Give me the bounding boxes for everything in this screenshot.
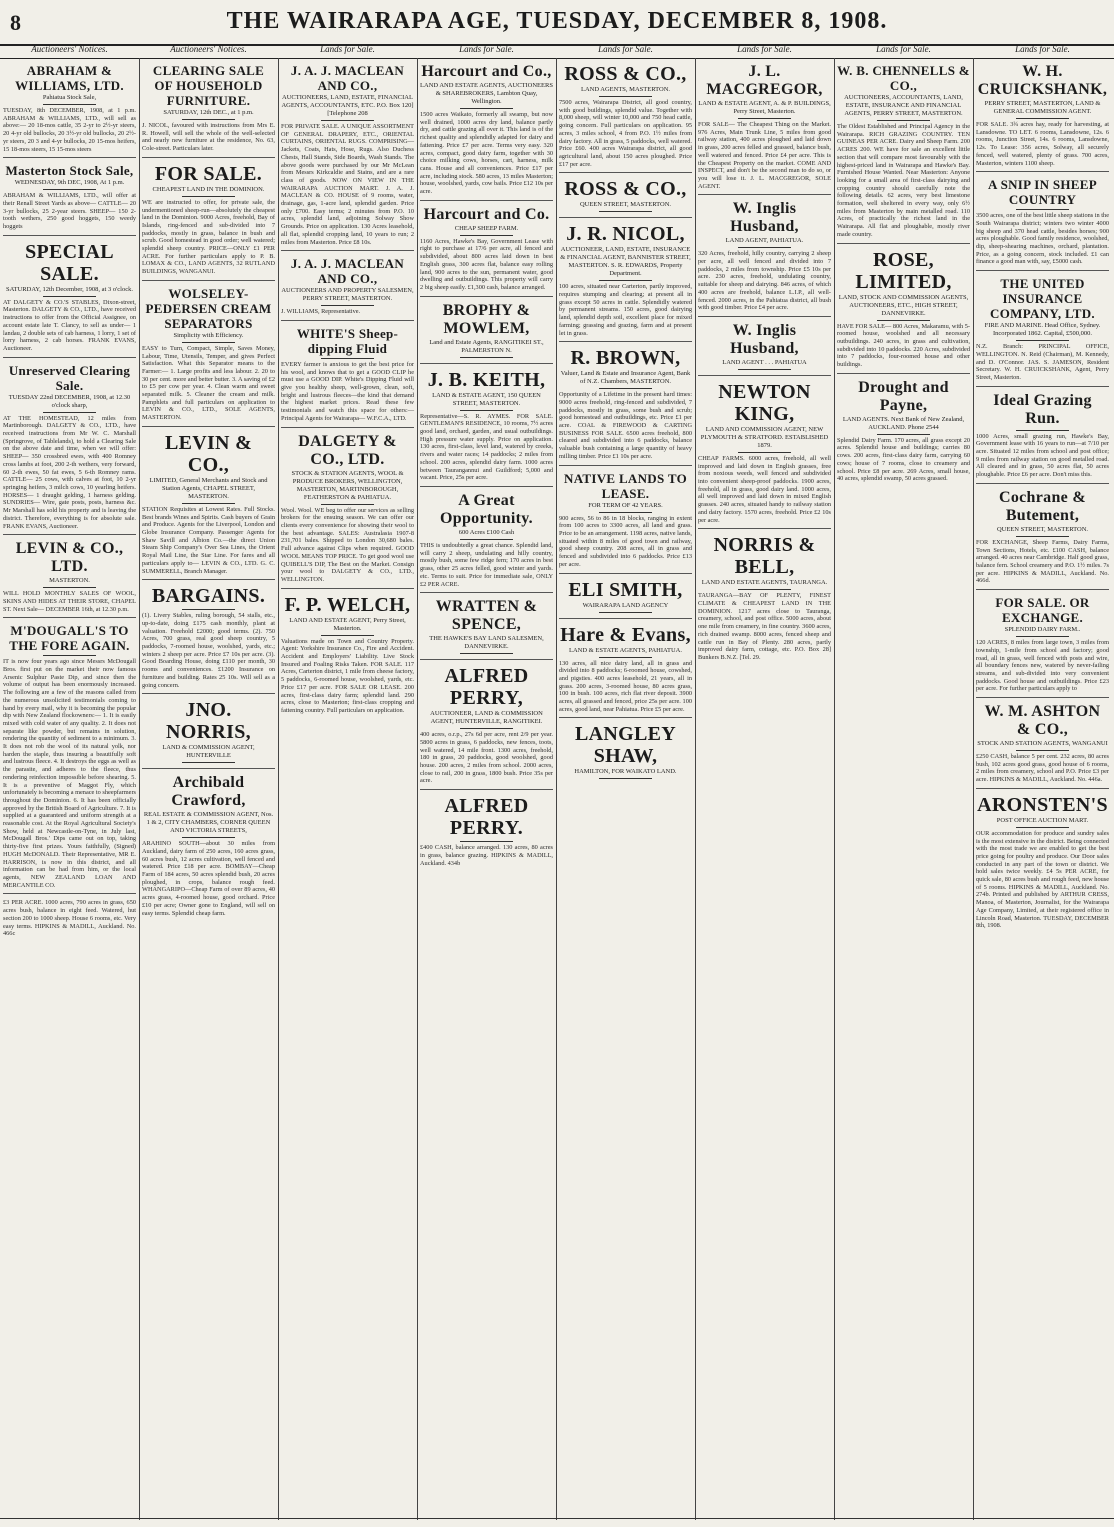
ad-title: WRATTEN & SPENCE, — [435, 598, 538, 634]
column-head: Lands for Sale. — [876, 44, 931, 54]
ad-title: WOLSELEY-PEDERSEN CREAM SEPARATORS — [145, 285, 272, 331]
ad-title: J. R. NICOL, — [566, 223, 685, 246]
column-8 — [973, 60, 1112, 1518]
ad-separator — [182, 503, 235, 504]
ad-title: A SNIP IN SHEEP COUNTRY — [988, 177, 1097, 208]
ad-subtitle: QUEEN STREET, MASTERTON. — [996, 525, 1089, 533]
ad-subtitle: LAND & COMMISSION AGENT, HUNTERVILLE — [162, 744, 255, 760]
ad-subtitle: FOR TERM OF 42 YEARS. — [588, 501, 663, 509]
ad-title: W. B. CHENNELLS & CO., — [837, 63, 970, 93]
ad-title: W. Inglis Husband, — [730, 321, 799, 357]
ad-title: Harcourt and Co., — [421, 63, 552, 80]
advertisement — [142, 696, 275, 769]
advertisement — [698, 197, 831, 317]
advertisement — [142, 429, 275, 580]
advertisement — [142, 771, 275, 921]
column-head: Auctioneers' Notices. — [170, 44, 247, 54]
ad-subtitle: STOCK AND STATION AGENTS, WANGANUI — [977, 740, 1108, 748]
ad-title: ALFRED PERRY, — [444, 665, 529, 710]
column-6 — [695, 60, 834, 1518]
ad-subtitle: LAND AND ESTATE AGENTS, TAURANGA. — [701, 579, 828, 587]
advertisement — [142, 582, 275, 694]
ad-title: BARGAINS. — [151, 585, 266, 608]
ad-subtitle: LAND AGENTS, MASTERTON. — [580, 86, 671, 93]
column-head: Lands for Sale. — [1015, 44, 1070, 54]
ad-separator — [599, 96, 652, 97]
ad-subtitle: MASTERTON. — [49, 577, 90, 585]
ad-body: WE are instructed to offer, for private sale, the undermentioned sheep-run—absolutely the cheapest land in the Dominion. 9000 Acres, freehold, Bay of Islands, ring-fenced and sub-divided into 7 paddocks, mostly in grass, balance in bush and scrub. Good homestead in good order; well watered; splendid sheep country. PRICE—ONLY £1 PER ACRE. For further particulars apply to P. B. LOMAX & CO., LAND AGENTS, 32 RUTLAND BUILDINGS, WANGANUI. — [142, 198, 275, 276]
ad-separator — [738, 118, 791, 119]
ad-separator — [182, 196, 235, 197]
ad-title: ROSE, LIMITED, — [855, 248, 952, 293]
ad-title: J. A. J. MACLEAN AND CO., — [290, 256, 405, 287]
advertisement — [976, 700, 1109, 789]
ad-subtitle: STOCK & STATION AGENTS, WOOL & PRODUCE BROKERS, WELLINGTON, MASTERTON, MARTINBOROUGH, FEATHERSTON & PAHIATUA. — [291, 469, 404, 501]
ad-title: WHITE'S Sheep-dipping Fluid — [296, 325, 399, 356]
ad-title: BROPHY & MOWLEM, — [442, 301, 531, 337]
ad-title: Harcourt and Co. — [423, 205, 550, 223]
ad-separator — [460, 235, 513, 236]
ad-body: 130 acres, all nice dairy land, all in grass and divided into 8 paddocks; 6-roomed house, cowshed, and pigsties. 400 acres leasehold, 21 years, all in grass. 200 acres, 3-roomed house, 80 acres grass, 100 in bush. 100 acres, rich flat river deposit. 3900 acres, all grassed and fenced, price 25s per acre. 100 acres, good land, near Pahiatua. Price £5 per acre. — [559, 659, 692, 713]
advertisement — [559, 720, 692, 784]
column-4 — [417, 60, 556, 1518]
ad-separator — [738, 247, 791, 248]
ad-separator — [43, 296, 96, 297]
ad-title: DALGETY & CO., LTD. — [298, 432, 397, 468]
ad-separator — [877, 320, 930, 321]
ad-subtitle: SPLENDID DAIRY FARM.. — [1004, 626, 1081, 634]
ad-body: TUESDAY, 8th DECEMBER, 1908, at 1 p.m. ABRAHAM & WILLIAMS, LTD., will sell as above:— 20 18-mos cattle, 35 2-yr to 2½-yr steers, 20 4-yr old bullocks, 20 3½-yr old bullocks, 20 2½-yr steers, 20 3 and 4-yr bullocks, 20 15-mos heifers, 15 18-mos steers, 15 15-mos steers — [3, 107, 136, 153]
ad-separator — [182, 837, 235, 838]
ad-separator — [1016, 750, 1069, 751]
ad-title: ELI SMITH, — [568, 578, 683, 601]
ad-separator — [599, 211, 652, 212]
ad-subtitle: WAIRARAPA LAND AGENCY — [582, 601, 669, 609]
ad-separator — [321, 120, 374, 121]
ad-title: LEVIN & CO., — [164, 431, 253, 476]
ad-body: 900 acres, 56 to 86 in 18 blocks, ranging in extent from 100 acres to 3300 acres, all land and grass. Price to be an arrangement. 1198 acres, native lands, situated within 8 miles of good town and railway, good sheep country. 208 acres, all in grass and fenced and subdivided into 6 paddocks. Price £13 per acre. — [559, 514, 692, 568]
ad-separator — [460, 357, 513, 358]
ad-subtitle: Valuer, Land & Estate and Insurance Agent, Bank of N.Z. Chambers, MASTERTON. — [560, 370, 691, 386]
ad-body: N.Z. Branch: PRINCIPAL OFFICE, WELLINGTON. N. Reid (Chairman), M. Kennedy, and D. O'Connor. JAS. S. JAMESON, Resident Secretary. W. H. CRUICKSHANK, Agent, Perry Street, Masterton. — [976, 343, 1109, 381]
ad-subtitle: FIRE AND MARINE. Head Office, Sydney. Incorporated 1862. Capital, £500,000. — [984, 322, 1101, 338]
ad-separator — [182, 119, 235, 120]
ad-subtitle: POST OFFICE AUCTION MART. — [996, 816, 1089, 824]
advertisement — [281, 430, 414, 589]
column-7 — [834, 60, 973, 1518]
ad-subtitle: Simplicity with Efficiency. — [173, 331, 244, 339]
ad-title: A Great Opportunity. — [440, 491, 533, 527]
ad-separator — [1016, 827, 1069, 828]
advertisement — [976, 389, 1109, 484]
ad-separator — [738, 452, 791, 453]
ad-body: FOR SALE. 3¾ acres hay, ready for harvesting, at Lansdowne. TO LET. 6 rooms, Lansdowne, 12s. 6 rooms, Junction Street, 14s. 6 rooms, Lansdowne, 12s. To Lease: 356 acres, Solway, all securely fenced, well watered, plenty of grass. 700 acres, Masterton, winters 1100 sheep. — [976, 121, 1109, 167]
advertisement — [3, 620, 136, 894]
advertisement — [837, 376, 970, 487]
ad-body: £400 CASH, balance arranged. 130 acres, 80 acres in grass, balance grazing. HIPKINS & MADILL, Auckland. 434b — [420, 844, 553, 867]
ad-body: 1500 acres Waikato, formerly all swamp, but now well drained, 1000 acres dry land, balance partly dry, and cattle grazing all over it. This land is of the richest quality and splendidly adapted for dairy and fattening. Price £7 per acre. Terms very easy. 320 acres, compact, good dairy farm, together with 30 choice milking cows, horses, cart, harness, milk cans. House and all conveniences. Price £17 per acre, including stock. 580 acres, 13 miles Masterton; house, woolshed, yards, cow bails. Price £12 10s per acre. — [420, 111, 553, 196]
column-3 — [278, 60, 417, 1518]
ad-subtitle: AUCTIONEERS AND PROPERTY SALESMEN, PERRY STREET, MASTERTON. — [281, 287, 414, 303]
ad-body: EASY to Turn, Compact, Simple, Saves Money, Labour, Time, Utensils, Temper, and gives Perfect Satisfaction. What this Separator means to the Farmer:— 1. Large profits and less labour. 2. 20 to 30 per cent. more and better butter. 3. A saving of £2 to £5 per cow per year. 4. Clean warm and sweet separated milk. 5. Cleaner the cream and milk. Pamphlets and full particulars on application to LEVIN & CO., LTD., SOLE AGENTS, MASTERTON. — [142, 344, 275, 422]
advertisement — [281, 253, 414, 321]
ad-separator — [321, 504, 374, 505]
advertisement — [837, 246, 970, 374]
ad-body: (1). Livery Stables, ruling borough, 54 stalls, etc., up-to-date, doing £175 cash monthly, plant at valuation. Freehold £2000; good terms. (2). 750 Acres, 700 grass, real good sheep country, 5 paddocks, 7-roomed house, woolshed, yards, etc.; winters 2 sheep per acre. Price £7 10s per acre. (3). Good Boarding House, doing £110 per month, 30 rooms and conveniences. £1200 Insurance on furniture and building. Rates 25 10s. Will sell as a going concern. — [142, 612, 275, 689]
ad-title: Hare & Evans, — [560, 623, 691, 646]
ad-title: FOR SALE. OR EXCHANGE. — [995, 595, 1090, 626]
ad-subtitle: REAL ESTATE & COMMISSION AGENT, Nos. 1 & 2, CITY CHAMBERS, CORNER QUEEN AND VICTORIA STREETS, — [143, 811, 274, 835]
ad-body: 100 acres, situated near Carterton, partly improved, requires stumping and clearing; at present all in grass except 50 acres in cattle. Splendidly watered by permanent streams. 150 acres, good dairying land, splendid depth soil, excellent place for mixed farming; grassing and grazing, farm and at present let in grass. — [559, 283, 692, 337]
ad-body: EVERY farmer is anxious to get the best price for his wool, and knows that to get a GOOD CLIP he must use a GOOD DIP. White's Dipping Fluid will give you healthy sheep, well-grown, clean, soft, bright and lustrous fleeces—the kind that demand the highest market prices. Read these few testimonials and watch this space for others:— Principal Agents for Wairarapa— W.F.C.A., LTD. — [281, 360, 414, 422]
advertisement — [837, 60, 970, 244]
ad-separator — [460, 108, 513, 109]
ad-title: FOR SALE. — [154, 162, 263, 185]
advertisement — [420, 662, 553, 790]
column-5 — [556, 60, 695, 1518]
ad-title: Drought and Payne, — [858, 378, 949, 414]
ad-subtitle: LAND AND ESTATE AGENT, Perry Street, Masterton. — [289, 616, 406, 632]
ad-body: OUR accommodation for produce and sundry sales is the most extensive in the district. Being connected with the most trade we are enabled to get the best price going for poultry and produce. Our Door sales conducted in any part of the town or district. We hold sales twice weekly. £4 5s PER ACRE, for quick sale, 80 acres bush and rough feed, new house of 5 rooms. HIPKINS & MADILL, Auckland. No. 274b. Printed and published by ARTHUR CRESS, Manoa, of Masterton, Journalist, for the Wairarapa Age Company, Limited, at their registered office in Lincoln Road, Masterton. TUESDAY, DECEMBER 8th, 1908. — [976, 829, 1109, 930]
ad-body: Wool. Wool. WE beg to offer our services as selling brokers for the ensuing season. We can offer our clients every convenience for showing their wool to the best advantage. SALES: Australasia 1907-8 231,701 bales. Shipped to London 30,680 bales. Full advance against Clips when required. GOOD WOOL MEANS TOP PRICE. To get good wool use QUIBELL'S DIP, The Best on the Market. Consign your wool to DALGETY & CO., LTD., WELLINGTON. — [281, 506, 414, 583]
page-bottom-rule — [0, 1518, 1114, 1519]
ad-separator — [182, 609, 235, 610]
ad-separator — [738, 369, 791, 370]
ad-title: ABRAHAM & WILLIAMS, LTD. — [15, 63, 124, 93]
column-head: Lands for Sale. — [459, 44, 514, 54]
ad-separator — [1016, 430, 1069, 431]
ad-body: Opportunity of a Lifetime in the present hard times: 9000 acres freehold, ring-fenced and subdivided, 7 paddocks, mostly in grass, some bush and scrub; good homestead and outbuildings, etc. Price £1 per acre. COAL & FIREWOOD & CARTING BUSINESS FOR SALE. 6500 acres freehold, 800 cleared and subdivided into 6 paddocks, balance valuable bush containing a large quantity of heavy milling timber. Price £1 10s per acre. — [559, 391, 692, 460]
advertisement — [420, 60, 553, 201]
ad-subtitle: LAND, STOCK AND COMMISSION AGENTS, AUCTIONEERS, ETC., HIGH STREET, DANNEVIRKE. — [838, 293, 969, 317]
ad-title: J. B. KEITH, — [427, 368, 546, 391]
advertisement — [281, 323, 414, 428]
ad-separator — [182, 762, 235, 763]
ad-body: 1000 Acres, small grazing run, Hawke's Bay, Government lease with 16 years to run—at 7/10 per acre. Situated 12 miles from school and post office; 9 miles from railway station on good metalled road. All cleared and in grass, 50 acres flat, 50 acres ploughable. Price £6 per acre. Don't miss this. — [976, 432, 1109, 479]
ad-body: 7500 acres, Wairarapa District, all good country, with good buildings, splendid value. Together with 8,000 sheep, will winter 10,000 and 750 head cattle, going concern. Full particulars on application. 95 acres, 3 miles school, 4 from P.O. 1½ miles from dairy factory. All in grass, 5 paddocks, well watered. Price £60. 400 acres Wairarapa district, all good agricultural land, about 150 acres ploughed. Price £17 per acre. — [559, 99, 692, 168]
ad-separator — [1016, 636, 1069, 637]
ad-body: The Oldest Established and Principal Agency in the Wairarapa. RICH GRAZING COUNTRY. TEN GUINEAS PER ACRE. Dairy and Sheep Farm. 200 ACRES 200. WE have for sale an excellent little section that will compare most favourably with the highest-priced land in Wairarapa and Hawke's Bay. Furnished House Wanted. Near Masterton: Anyone looking for a small area of first-class dairying and cropping country should carefully note the following details. 62 acres, very best limestone formation, well sheltered in every way, only 6½ miles from Masterton by main metalled road. 110 Acres, of practically the richest land in the Wairarapa. All flat and ploughable, mostly river made country. — [837, 123, 970, 238]
ad-subtitle: LAND AND ESTATE AGENTS, AUCTIONEERS & SHAREBROKERS, Lambton Quay, Wellington. — [420, 82, 553, 105]
ad-subtitle: LAND AGENT, PAHIATUA. — [725, 237, 804, 245]
ad-separator — [460, 728, 513, 729]
column-head: Auctioneers' Notices. — [31, 44, 108, 54]
advertisement — [559, 576, 692, 619]
ad-title: ARONSTEN'S — [977, 793, 1108, 816]
ad-title: THE UNITED INSURANCE COMPANY, LTD. — [990, 276, 1095, 322]
ad-subtitle: Pahiatua Stock Sale, — [42, 94, 97, 101]
advertisement — [559, 175, 692, 218]
ad-title: NATIVE LANDS TO LEASE. — [564, 470, 687, 501]
ad-body: IT is now four years ago since Messrs McDougall Bros. first put on the market their now famous Arsenic Sulphur Paste Dip, and since then the volume of output has been enormously increased. The following are a few of the reasons called from the numerous unsolicited testimonials coming to hand by every mail, why it is becoming the popular dip with New Zealand flockowners:— 1. It is easily mixed with cold water of any quality. 2. It does not separate like powder, but remains in solution, rendering the quantity of sediment to a minimum. 3. It does not rob the wool of its natural yolk, nor harden the staple, thus insuring a beautifully soft and lustrous fleece. 4. It destroys the eggs as well as the parasite, and adheres to the fleece, thus rendering reinfection impossible before shearing. 5. It is a preventive of Maggot Fly, which unfortunately is becoming a menace to sheepfarmers throughout the Dominion. 6. It has been officially approved by the British Board of Agriculture. 7. It is supplied at a guaranteed and uniform strength at a reasonable cost. At the Royal Agricultural Society's Show, held at Newcastle-on-Tyne, in July last, McDougall Bros.' Dips came out on top, taking thirty-five first prizes. Yours faithfully, (Signed) HUGH McDONALD. Their Representative, MR E. HARRISON, is now in this district, and all information can be had from him, or the local agents, NEW ZEALAND LOAN AND MERCANTILE CO. — [3, 658, 136, 889]
ad-separator — [460, 841, 513, 842]
ad-subtitle: TUESDAY 22nd DECEMBER, 1908, at 12.30 o'clock sharp, — [8, 393, 131, 409]
column-1 — [0, 60, 139, 1518]
newspaper-title: THE WAIRARAPA AGE, TUESDAY, DECEMBER 8, 1908. — [226, 8, 888, 34]
ad-body: £3 PER ACRE. 1000 acres, 790 acres in grass, 650 acres bush, balance in eight feed. Watered, hut section 200 to 1000 sheep. House 6 rooms, etc. Very easy terms. HIPKINS & MADILL, Auckland. No. 466c — [3, 899, 136, 938]
ad-title: W. H. CRUICKSHANK, — [977, 63, 1108, 98]
ad-body: 1160 Acres, Hawke's Bay, Government Lease with right to purchase at 17/6 per acre, all fenced and subdivided, about 800 acres laid down in best English grass, 300 acres flat, balance easy rolling land, 900 acres to the sun, permanent water, good dwelling and outbuildings. This property will carry 2 big sheep easily. £1,300 cash, balance arranged. — [420, 237, 553, 291]
advertisement — [3, 60, 136, 158]
ad-body: Valuations made on Town and Country Property. Agent: Yorkshire Insurance Co., Fire and Accident. Accident and Employers' Liability. Live Stock Insured and Foaling Risks Taken. FOR SALE. 117 Acres, Carterton district, 1 mile from cheese factory, 5 paddocks, 6-roomed house, woolshed, yards, etc. Price £17 per acre. FOR SALE OR LEASE. 200 acres, first-class dairy farm; splendid land. 290 acres, close to Masterton; first-class cropping and fattening country. Full particulars on application. — [281, 637, 414, 714]
column-head: Lands for Sale. — [598, 44, 653, 54]
ad-separator — [1016, 340, 1069, 341]
advertisement — [698, 531, 831, 665]
ad-subtitle: 600 Acres £100 Cash — [458, 528, 515, 536]
ad-separator — [43, 104, 96, 105]
ad-body: FOR PRIVATE SALE. A UNIQUE ASSORTMENT OF GENERAL DRAPERY, ETC., ORIENTAL CURTAINS, ORIENTAL RUGS. COMPRISING—Jackets, Coats, Hats, Hose, Rugs. Also Duchess Chests, Hall Stands, Side Boards, Wash Stands. The above goods were purchased by our Mr McLean from Messrs Kirkcaldie and Stains, and are a rare class of goods. NOW ON VIEW IN THE WAIRARAPA AUCTION MART. J. A. J. MACLEAN & CO. HOUSE of 9 rooms, water, drainage, gas, 1-acre land, splendid garden. Price only £700. Easy terms; 2 minutes from P.O. 10 acres, splendid land, adjoining Solway Show Grounds. Price on application. 130 Acres leasehold, all flat, splendid cropping land, 10 years to run; 2 miles from Masterton. Price £8 10s. — [281, 123, 414, 246]
ad-title: LANGLEY SHAW, — [574, 723, 676, 768]
advertisement — [559, 468, 692, 574]
ad-title: CLEARING SALE OF HOUSEHOLD FURNITURE. — [152, 63, 265, 108]
ad-separator — [43, 655, 96, 656]
ad-subtitle: LAND & ESTATE AGENTS, PAHIATUA. — [569, 646, 682, 654]
advertisement — [976, 791, 1109, 934]
advertisement — [3, 537, 136, 618]
ad-title: NEWTON KING, — [718, 380, 811, 425]
ad-title: M'DOUGALL'S TO THE FORE AGAIN. — [9, 623, 130, 654]
advertisement — [281, 591, 414, 719]
advertisement — [142, 283, 275, 427]
ad-subtitle: LAND AGENT . . . PAHIATUA — [722, 358, 807, 366]
advertisement — [281, 60, 414, 251]
ad-body: AT THE HOMESTEAD, 12 miles from Martinborough. DALGETY & CO., LTD., have received instructions from Mr W. C. Marshall (Springrove, of Tablelands), to hold a Clearing Sale on the above date and time, when we will offer: SHEEP— 350 crossbred ewes, with 400 Romney cross lambs at foot, 200 2-th wethers, very forward, 60 2-th ewes, 50 fat ewes, 5 6-th Romney rams. CATTLE— 25 cows, with calves at foot, 10 2-yr springing heifers, 3 milch cows, 10 yearling heifers. HORSES— 1 draught gelding, 1 harness gelding. SUNDRIES— Wire, gate posts, posts, harness &c. Mr Marshall has sold his property and is leaving the district. Therefore, everything is for absolute sale. FRANK EVANS, Auctioneer. — [3, 414, 136, 530]
ad-separator — [321, 635, 374, 636]
ad-title: W. Inglis Husband, — [730, 200, 799, 236]
ad-separator — [1016, 118, 1069, 119]
advertisement — [3, 238, 136, 358]
advertisement — [420, 299, 553, 364]
ad-body: ARAHINO SOUTH—about 30 miles from Auckland, dairy farm of 250 acres, 160 acres grass, 60 acres bush, 12 acres cultivation, well fenced and watered. Price £18 per acre. BOMBAY—Cheap Farm of 184 acres, 50 acres splendid bush, 20 acres ploughed, in crops, balance rough feed. WHANGARIPO—Cheap Farm of over 89 acres, 40 acres grass, 4-roomed house, good orchard. Price £10 per acre; Owner gone to England, will sell on easy terms. Splendid cheap farm. — [142, 840, 275, 917]
ad-title: ALFRED PERRY. — [444, 795, 529, 840]
advertisement — [976, 174, 1109, 271]
ad-separator — [599, 657, 652, 658]
column-heads — [0, 44, 1114, 59]
ad-separator — [43, 587, 96, 588]
advertisement — [420, 489, 553, 593]
column-head: Lands for Sale. — [737, 44, 792, 54]
ad-title: Unreserved Clearing Sale. — [8, 362, 131, 393]
ad-subtitle: HAMILTON, FOR WAIKATO LAND. — [574, 768, 677, 776]
ad-body: ABRAHAM & WILLIAMS, LTD., will offer at their Renall Street Yards as above— CATTLE— 20 3-yr bullocks, 25 2-year steers. SHEEP— 150 2-tooth wethers, 250 good hoggets, 150 weedy hoggets — [3, 192, 136, 231]
ad-separator — [43, 412, 96, 413]
column-2 — [139, 60, 278, 1518]
ad-title: Cochrane & Butement, — [999, 488, 1086, 524]
advertisement — [3, 360, 136, 536]
ad-separator — [182, 342, 235, 343]
ad-title: R. BROWN, — [570, 347, 681, 370]
advertisement — [420, 792, 553, 871]
advertisement — [142, 60, 275, 158]
advertisement — [142, 160, 275, 281]
ad-body: THIS is undoubtedly a great chance. Splendid land, will carry 2 sheep, undulating and hilly country, mostly bush, some few ridge fern; 170 acres in best grass, other 25 acres felled, good winter and yards. etc. Terms to suit. Price for immediate sale, ONLY £2 PER ACRE. — [420, 541, 553, 588]
ad-title: J. L. MACGREGOR, — [706, 63, 823, 98]
ad-title: J. A. J. MACLEAN AND CO., — [290, 63, 405, 93]
ad-subtitle: QUEEN STREET, MASTERTON. — [579, 201, 672, 209]
ad-separator — [599, 612, 652, 613]
ad-separator — [599, 778, 652, 779]
advertisement — [698, 319, 831, 376]
ad-body: Splendid Dairy Farm. 170 acres, all grass except 20 acres. Splendid house and buildings; carries 80 cows. 200 acres, first-class dairy farm, carrying 60 cows; house of 7 rooms, close to creamery and school. Price £8 per acre. 269 Acres, small house, 40 acres, splendid swamp, 50 acres grassed. — [837, 436, 970, 483]
column-head: Lands for Sale. — [320, 44, 375, 54]
advertisement — [698, 60, 831, 195]
ad-title: NORRIS & BELL, — [713, 534, 816, 579]
advertisement — [420, 366, 553, 487]
advertisement — [3, 896, 136, 942]
ad-separator — [460, 539, 513, 540]
ad-subtitle: WEDNESDAY, 9th DEC, 1908, At 1 p.m. — [14, 179, 125, 187]
ad-subtitle: AUCTIONEER, LAND, ESTATE, INSURANCE & FINANCIAL AGENT, BANNISTER STREET, MASTERTON. S. R. EDWARDS, Property Department. — [560, 246, 691, 278]
ad-subtitle: LAND & ESTATE AGENT, 150 QUEEN STREET, MASTERTON. — [432, 391, 541, 407]
ad-body: FOR SALE— The Cheapest Thing on the Market. 976 Acres, Main Trunk Line, 5 miles from good railway station, 400 acres ploughed and laid down in grass, 200 acres felled and grassed, balance bush, well watered and fenced. Price £4 per acre. This is the Cheapest Property on the market. COME AND INSPECT, and don't be the second man to do so, or you will lose it. J. L. MACGREGOR, SOLE AGENT. — [698, 121, 831, 190]
ad-subtitle: LAND AND COMMISSION AGENT, NEW PLYMOUTH & STRATFORD. ESTABLISHED 1879. — [700, 425, 829, 449]
ad-subtitle: AUCTIONEER, LAND & COMMISSION AGENT, HUNTERVILLE, RANGITIKEI. — [430, 710, 543, 726]
ad-separator — [877, 120, 930, 121]
ad-subtitle: SATURDAY, 12th DEC., at 1 p.m. — [163, 109, 254, 116]
ad-title: Ideal Grazing Run. — [993, 391, 1092, 427]
ad-body: J. NICOL, favoured with instructions from Mrs E. R. Howell, will sell the whole of the well-selected and nearly new furniture at the residence, No. 63, Cole-street. Particulars later. — [142, 122, 275, 153]
advertisement — [698, 378, 831, 529]
ad-body: J. WILLIAMS, Representative. — [281, 308, 361, 316]
advertisement — [559, 60, 692, 173]
ad-title: ROSS & CO., — [564, 178, 687, 201]
advertisement — [559, 220, 692, 342]
ad-subtitle: AUCTIONEERS, LAND, ESTATE, FINANCIAL AGENTS, ACCOUNTANTS, ETC. P.O. Box 120] [Telephone 208 — [281, 94, 414, 117]
ad-separator — [321, 358, 374, 359]
ad-title: LEVIN & CO., LTD. — [15, 540, 124, 576]
ad-body: 120 ACRES, 8 miles from large town, 3 miles from township, 1-mile from school and factory; good road, all in grass, well fenced with posts and wire, all boundary fences new, watered by never-failing streams, and sub-divided into very convenient paddocks. Good house and outbuildings. Price £23 per acre. For further particulars apply to — [976, 639, 1109, 693]
ad-separator — [599, 512, 652, 513]
ad-subtitle: PERRY STREET, MASTERTON, LAND & GENERAL COMMISSION AGENT. — [984, 100, 1101, 115]
ad-body: CHEAP FARMS. 6000 acres, freehold, all well improved and laid down in English grasses, free from noxious weeds, well fenced and subdivided into convenient sheep-proof paddocks. 1900 acres, freehold, all in grass, good dairy land. 1000 acres, all well improved and laid down in mixed English grasses. 240 acres, situated handy to railway station and dairy factory. 1570 acres, freehold. Price £2 10s per acre. — [698, 454, 831, 524]
advertisement — [976, 60, 1109, 172]
ad-separator — [43, 189, 96, 190]
advertisement — [559, 344, 692, 465]
ad-separator — [738, 589, 791, 590]
ad-subtitle: CHEAP SHEEP FARM. — [454, 224, 519, 232]
ad-title: Masterton Stock Sale, — [5, 163, 134, 179]
ad-body: HAVE FOR SALE— 800 Acres, Makaramu, with 5-roomed house, woolshed and all necessary outbuildings. 240 acres, in grass and cultivation, subdivided into 10 paddocks. 220 Acres, subdivided into 7 paddocks, four-roomed house and other buildings. — [837, 322, 970, 369]
ad-title: SPECIAL SALE. — [25, 240, 114, 285]
ad-title: Archibald Crawford, — [171, 774, 246, 810]
ad-subtitle: LAND & ESTATE AGENT, A. & P. BUILDINGS, Perry Street, Masterton. — [698, 100, 831, 115]
advertisement — [420, 203, 553, 297]
ad-subtitle: AUCTIONEERS, ACCOUNTANTS, LAND, ESTATE, INSURANCE AND FINANCIAL AGENTS, PERRY STREET, MASTERTON. — [844, 94, 963, 117]
page-number: 8 — [10, 10, 21, 35]
ad-separator — [460, 410, 513, 411]
ad-body: Representative—S. R. AYMES. FOR SALE. GENTLEMAN'S RESIDENCE, 10 rooms, 7½ acres good land, orchard, garden, and usual outbuildings. High pressure water supply. Price on application. 130 acres, first-class, level land, watered by creeks, rivers and water races; 14 paddocks; 2 miles from school. 200 acres, splendid dairy farm. 1000 acres between Taurangannui and Guildford; 5,000 and vacant. Price, 25s per acre. — [420, 412, 553, 482]
ad-body: WILL HOLD MONTHLY SALES OF WOOL, SKINS AND HIDES AT THEIR STORE, CHAPEL ST. Next Sale— DECEMBER 16th, at 12.30 p.m. — [3, 590, 136, 613]
advertisement — [976, 273, 1109, 387]
ad-title: W. M. ASHTON & CO., — [984, 703, 1101, 739]
ad-subtitle: Land and Estate Agents, RANGITIKEI ST., PALMERSTON N. — [429, 338, 544, 354]
ad-body: AT DALGETY & CO.'S STABLES, Dixon-street, Masterton. DALGETY & CO., LTD., have received instructions to offer from the Official Assignee, on account estate late T. Clancy, to sell as under— 1 landau, 2 double sets of cab harness, 1 lorry, 1 set of lorry harness, 2 cab horses. FRANK EVANS, Auctioneer. — [3, 298, 136, 352]
ad-separator — [460, 653, 513, 654]
ad-title: ROSS & CO., — [564, 63, 687, 85]
ad-subtitle: LIMITED, General Merchants and Stock and Station Agents, CHAPEL STREET, MASTERTON. — [149, 476, 268, 500]
ad-separator — [321, 305, 374, 306]
ad-title: F. P. WELCH, — [284, 593, 411, 616]
ad-body: 3500 acres, one of the best little sheep stations in the South Wairarapa district; winters two winter 4000 big sheep and 370 head cattle, besides horses; 900 acres ploughable. Good family residence, woolshed, dip, sheep-shearing machines, orchard, plantation. Price, as a going concern, stock included. £1 can finance a good man with, say, £5000 cash. — [976, 212, 1109, 266]
ad-subtitle: SATURDAY, 12th December, 1908, at 3 o'clock. — [6, 285, 133, 293]
ad-title: JNO. NORRIS, — [166, 699, 251, 744]
ad-body: £250 CASH, balance 5 per cent. 232 acres, 80 acres bush, 102 acres good grass, good house of 6 rooms, 2 miles from creamery, school and P.O. Price £3 per acre. HIPKINS & MADILL, Auckland. No. 446a. — [976, 753, 1109, 784]
ad-separator — [1016, 536, 1069, 537]
ad-subtitle: LAND AGENTS. Next Bank of New Zealand, AUCKLAND. Phone 2544 — [842, 415, 965, 431]
advertisement — [3, 160, 136, 236]
ad-separator — [599, 388, 652, 389]
ad-separator — [877, 434, 930, 435]
ad-subtitle: THE HAWKE'S BAY LAND SALESMEN, DANNEVIRKE. — [429, 635, 544, 651]
ad-body: 400 acres, o.r.p., 27s 6d per acre, rent 2/9 per year. 5800 acres in grass, 6 paddocks, new fences, toots, well watered, 14 mile front. 1300 acres, freehold, 180 in grass, 20 paddocks, good woolshed, good house. 200 acres, 2 miles from school. 2000 acres, close to rail, 200 in grass, 1800 bush. Price 35s per acre. — [420, 731, 553, 785]
advertisement — [420, 595, 553, 660]
ad-body: FOR EXCHANGE, Sheep Farms, Dairy Farms, Town Sections, Hotels, etc. £100 CASH, balance arranged. 40 acres near Cambridge. Half good grass, balance fern. School creamery and P.O. 1½ miles. 7s per acre. HIPKINS & MADILL, Auckland. No. 466d. — [976, 538, 1109, 585]
advertisement — [559, 621, 692, 719]
ad-separator — [1016, 209, 1069, 210]
ad-separator — [599, 280, 652, 281]
advertisement — [976, 592, 1109, 698]
masthead — [0, 0, 1114, 46]
ad-body: STATION Requisites at Lowest Rates. Full Stocks. Best brands Wines and Spirits. Cash buyers of Grain and Produce. Agents for the Liverpool, London and Globe Insurance Company. Passenger Agents for Shaw Savill and Albion Co.—the direct Union Steam Ship Company's Over Sea Lines, the Orient Royal Mail Line, the Star Line. For fares and all particulars apply to— LEVIN & CO., LTD. G. C. SUMMERELL, Branch Manager. — [142, 505, 275, 575]
advertisement — [976, 486, 1109, 590]
ad-subtitle: CHEAPEST LAND IN THE DOMINION. — [152, 185, 265, 193]
ad-body: 320 Acres, freehold, hilly country, carrying 2 sheep per acre, all well fenced and divided into 7 paddocks, 2 miles from township. Price £5 10s per acre. 230 acres, freehold, undulating country, suitable for sheep and dairying. 846 acres, of which 400 acres are freehold, balance L.I.P., all well-fenced. 2000 acres, in the Pahiatua district, all bush with good timber. Price £4 per acre. — [698, 250, 831, 312]
ad-body: TAURANGA—BAY OF PLENTY, FINEST CLIMATE & CHEAPEST LAND IN THE DOMINION. 1217 acres close to Tauranga, creamery, school, and post office. 5000 acres, about one mile from creamery, in fine country. 3600 acres, rich drained swamp. 8000 acres, fenced sheep and cattle run in Bay of Plenty. 280 acres, partly improved dairy farm, cottage, etc. P.O. Box 28] Bunkers B.N.Z. [Tel. 29. — [698, 592, 831, 661]
